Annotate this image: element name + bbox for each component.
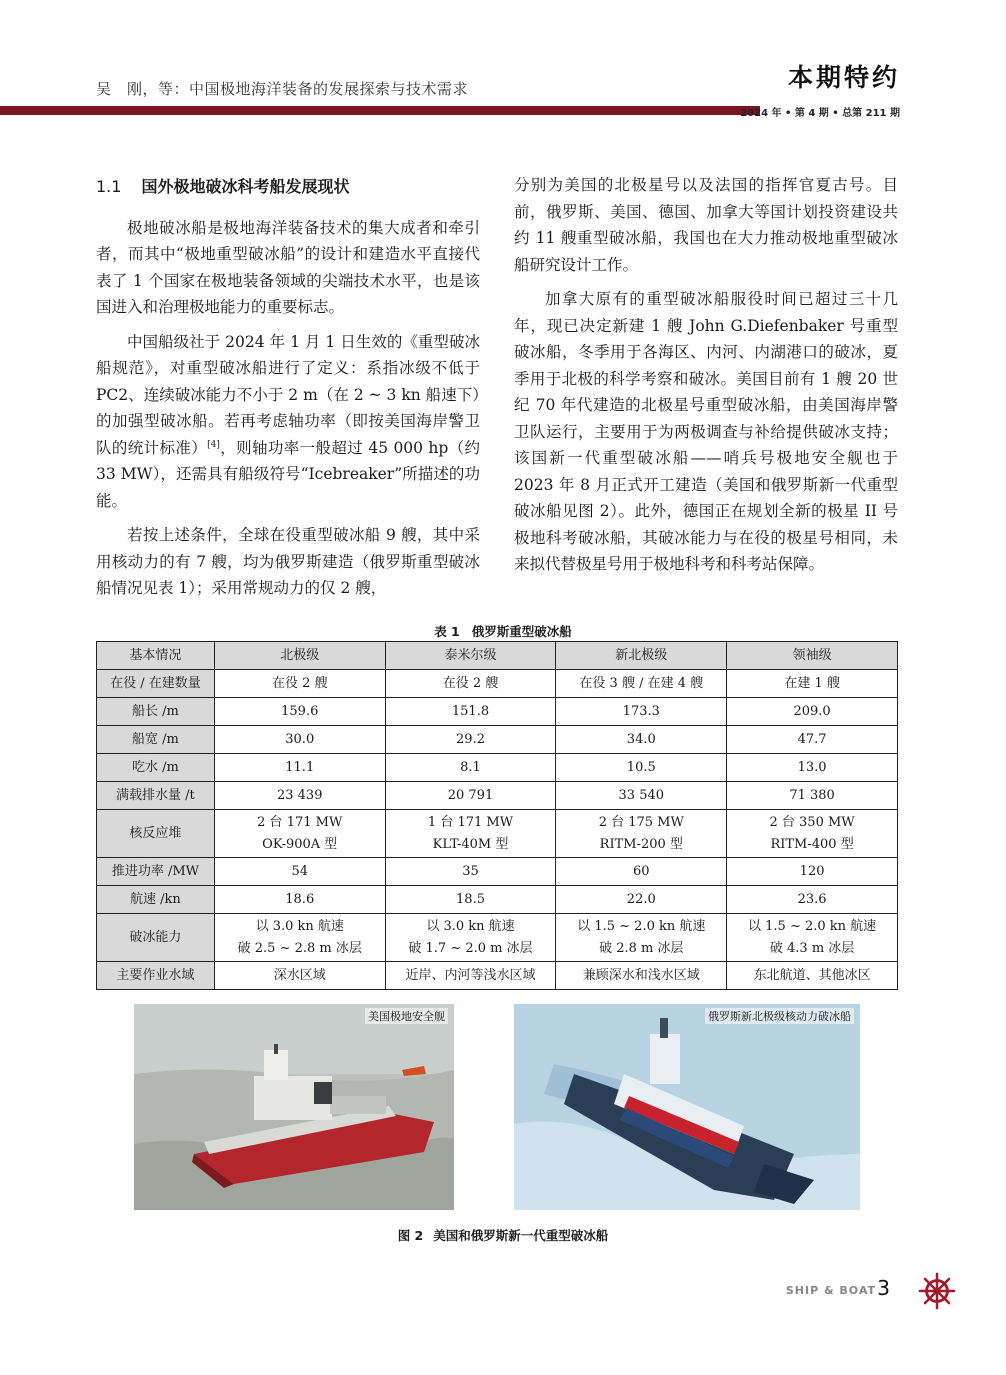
table-cell bbox=[727, 810, 898, 858]
table-cell bbox=[727, 962, 898, 990]
table-cell bbox=[727, 698, 898, 726]
table-cell bbox=[385, 754, 556, 782]
table-cell bbox=[214, 754, 385, 782]
table-row-header: 吃水 /m bbox=[97, 754, 215, 782]
table-cell-line: 209.0 bbox=[793, 703, 831, 719]
table-cell bbox=[214, 914, 385, 962]
table-header-cell: 泰米尔级 bbox=[385, 642, 556, 670]
table-cell-line: 35 bbox=[462, 863, 479, 879]
table-cell-line: 60 bbox=[633, 863, 650, 879]
table-cell bbox=[214, 782, 385, 810]
table-cell bbox=[556, 962, 727, 990]
table-cell-line: 2 台 350 MW bbox=[769, 814, 855, 830]
paragraph: 若按上述条件，全球在役重型破冰船 9 艘，其中采用核动力的有 7 艘，均为俄罗斯建造（俄罗斯重型破冰船情况见表 1）；采用常规动力的仅 2 艘， bbox=[96, 526, 480, 597]
table-cell bbox=[556, 914, 727, 962]
ship-wheel-icon bbox=[918, 1272, 956, 1310]
table-title: 俄罗斯重型破冰船 bbox=[471, 624, 572, 639]
table-cell bbox=[385, 698, 556, 726]
photo-label: 俄罗斯新北极级核动力破冰船 bbox=[705, 1008, 854, 1024]
paragraph-text: 中国船级社于 2024 年 1 月 1 日生效的《重型破冰船规范》，对重型破冰船进行了定义：系指冰级不低于 PC2、连续破冰能力不小于 2 m（在 2 ~ 3 kn 船速下）的加强型破冰船。若再考虑轴功率（即按美国海岸警卫队的统计标准） bbox=[96, 332, 480, 457]
table-cell bbox=[556, 782, 727, 810]
table-row-header: 船宽 /m bbox=[97, 726, 215, 754]
figure-label: 图 2 bbox=[397, 1228, 424, 1243]
table-cell-line: 近岸、内河等浅水区域 bbox=[405, 967, 536, 983]
table-cell bbox=[214, 858, 385, 886]
table-cell bbox=[385, 962, 556, 990]
table-row bbox=[97, 754, 898, 782]
magazine-name: SHIP & BOAT bbox=[785, 1284, 876, 1297]
table-row bbox=[97, 698, 898, 726]
section-number: 1.1 bbox=[96, 177, 122, 196]
table-cell bbox=[385, 670, 556, 698]
table-cell bbox=[727, 886, 898, 914]
table-cell bbox=[385, 914, 556, 962]
table-cell-line: 23 439 bbox=[276, 787, 323, 803]
figure-title: 美国和俄罗斯新一代重型破冰船 bbox=[433, 1228, 609, 1243]
table-cell-line: 10.5 bbox=[626, 759, 656, 775]
table-cell-line: 在役 2 艘 bbox=[271, 675, 328, 691]
table-cell-line: 173.3 bbox=[622, 703, 660, 719]
header-rule bbox=[0, 106, 760, 115]
table-cell-line: OK-900A 型 bbox=[262, 836, 338, 852]
paragraph: 分别为美国的北极星号以及法国的指挥官夏古号。目前，俄罗斯、美国、德国、加拿大等国计划投资建设共约 11 艘重型破冰船，我国也在大力推动极地重型破冰船研究设计工作。 bbox=[514, 176, 898, 274]
paragraph-text: ，则轴功率一般超过 45 000 hp（约 33 MW），还需具有船级符号“Icebreaker”所描述的功能。 bbox=[96, 438, 480, 510]
table-cell bbox=[214, 886, 385, 914]
table-cell-line: 8.1 bbox=[460, 759, 481, 775]
table-cell-line: 11.1 bbox=[285, 759, 315, 775]
left-column bbox=[96, 172, 480, 610]
table-cell bbox=[385, 810, 556, 858]
table-cell-line: KLT-40M 型 bbox=[432, 836, 509, 852]
table-cell-line: 东北航道、其他冰区 bbox=[753, 967, 871, 983]
table-cell-line: 159.6 bbox=[281, 703, 319, 719]
table-cell bbox=[556, 886, 727, 914]
table-cell-line: 34.0 bbox=[626, 731, 656, 747]
table-row bbox=[97, 670, 898, 698]
table-row bbox=[97, 914, 898, 962]
table-cell bbox=[556, 754, 727, 782]
table-cell-line: 破 1.7 ~ 2.0 m 冰层 bbox=[408, 940, 533, 956]
right-column bbox=[514, 172, 898, 586]
table-header-cell: 北极级 bbox=[214, 642, 385, 670]
table-row bbox=[97, 810, 898, 858]
table-cell-line: 2 台 171 MW bbox=[257, 814, 343, 830]
table-cell bbox=[556, 698, 727, 726]
table-row bbox=[97, 858, 898, 886]
russian-arktika-icebreaker-photo bbox=[514, 1004, 860, 1210]
table-cell bbox=[385, 886, 556, 914]
section-badge: 本期特约 bbox=[787, 63, 900, 92]
table-cell-line: 以 3.0 kn 航速 bbox=[255, 918, 344, 934]
table-row-header: 破冰能力 bbox=[97, 914, 215, 962]
page-number: 3 bbox=[877, 1276, 890, 1300]
table-cell-line: 破 2.5 ~ 2.8 m 冰层 bbox=[237, 940, 362, 956]
table-cell bbox=[385, 858, 556, 886]
table-cell bbox=[556, 810, 727, 858]
table-cell-line: RITM-400 型 bbox=[770, 836, 854, 852]
table-header-cell: 基本情况 bbox=[97, 642, 215, 670]
table-row bbox=[97, 962, 898, 990]
table-cell bbox=[385, 726, 556, 754]
table-row-header: 核反应堆 bbox=[97, 810, 215, 858]
table-cell-line: 破 4.3 m 冰层 bbox=[769, 940, 855, 956]
table-cell bbox=[556, 858, 727, 886]
table-cell bbox=[727, 670, 898, 698]
table-cell-line: 33 540 bbox=[618, 787, 665, 803]
table-cell-line: 20 791 bbox=[447, 787, 494, 803]
table-cell bbox=[214, 726, 385, 754]
table-cell-line: 151.8 bbox=[451, 703, 490, 719]
paragraph bbox=[96, 329, 480, 515]
table-cell bbox=[214, 698, 385, 726]
table-cell-line: 深水区域 bbox=[273, 967, 326, 983]
table-header-cell: 新北极级 bbox=[556, 642, 727, 670]
table-header-row bbox=[97, 642, 898, 670]
citation-ref: [4] bbox=[207, 439, 220, 450]
table-cell bbox=[556, 670, 727, 698]
table-cell-line: 2 台 175 MW bbox=[598, 814, 684, 830]
figure-caption bbox=[0, 1226, 1006, 1244]
table-cell-line: 71 380 bbox=[789, 787, 835, 803]
table-cell-line: 29.2 bbox=[456, 731, 485, 747]
table-cell bbox=[727, 726, 898, 754]
table-caption bbox=[0, 622, 1006, 640]
running-header-authors: 吴 刚，等：中国极地海洋装备的发展探索与技术需求 bbox=[96, 80, 469, 98]
icebreaker-spec-table bbox=[96, 641, 898, 990]
table-header-cell: 领袖级 bbox=[727, 642, 898, 670]
table-cell-line: 在役 2 艘 bbox=[442, 675, 499, 691]
photo-label: 美国极地安全舰 bbox=[365, 1008, 448, 1024]
table-cell-line: 以 3.0 kn 航速 bbox=[426, 918, 515, 934]
table-cell bbox=[727, 914, 898, 962]
section-title: 国外极地破冰科考船发展现状 bbox=[141, 177, 350, 196]
table-cell bbox=[727, 858, 898, 886]
table-cell bbox=[727, 782, 898, 810]
table-row-header: 满载排水量 /t bbox=[97, 782, 215, 810]
table-cell bbox=[214, 962, 385, 990]
table-cell-line: 在建 1 艘 bbox=[784, 675, 840, 691]
table-row-header: 航速 /kn bbox=[97, 886, 215, 914]
table-row bbox=[97, 782, 898, 810]
russian-ship-illustration bbox=[514, 1004, 860, 1210]
table-row-header: 推进功率 /MW bbox=[97, 858, 215, 886]
table-cell-line: 120 bbox=[799, 863, 825, 879]
us-ship-illustration bbox=[134, 1004, 454, 1210]
table-cell bbox=[727, 754, 898, 782]
table-cell-line: 破 2.8 m 冰层 bbox=[599, 940, 684, 956]
table-cell-line: 30.0 bbox=[285, 731, 315, 747]
table-row bbox=[97, 726, 898, 754]
table-cell-line: 23.6 bbox=[797, 891, 827, 907]
table-row-header: 在役 / 在建数量 bbox=[97, 670, 215, 698]
table-cell-line: 以 1.5 ~ 2.0 kn 航速 bbox=[748, 918, 877, 934]
table-row-header: 主要作业水域 bbox=[97, 962, 215, 990]
table-cell-line: 18.6 bbox=[285, 891, 315, 907]
table-cell bbox=[214, 670, 385, 698]
section-heading bbox=[96, 174, 480, 201]
table-cell-line: 54 bbox=[291, 863, 309, 879]
table-cell-line: 47.7 bbox=[797, 731, 827, 747]
table-cell bbox=[385, 782, 556, 810]
table-cell bbox=[556, 726, 727, 754]
us-polar-security-cutter-photo bbox=[134, 1004, 454, 1210]
table-cell-line: 兼顾深水和浅水区域 bbox=[582, 967, 700, 983]
table-cell-line: RITM-200 型 bbox=[599, 836, 683, 852]
table-cell-line: 18.5 bbox=[456, 891, 485, 907]
paragraph: 加拿大原有的重型破冰船服役时间已超过三十几年，现已决定新建 1 艘 John G.Diefenbaker 号重型破冰船，冬季用于各海区、内河、内湖港口的破冰，夏季用于北极的科学考察和破冰。美国目前有 1 艘 20 世纪 70 年代建造的北极星号重型破冰船，由美国海岸警卫队运行，主要用于为两极调查与补给提供破冰支持；该国新一代重型破冰船——哨兵号极地安全舰也于 2023 年 8 月正式开工建造（美国和俄罗斯新一代重型破冰船见图 2）。此外，德国正在规划全新的极星 II 号极地科考破冰船，其破冰能力与在役的极星号相同，未来拟代替极星号用于极地科考和科考站保障。 bbox=[514, 290, 898, 573]
table-cell-line: 13.0 bbox=[797, 759, 827, 775]
issue-info: 2024 年 • 第 4 期 • 总第 211 期 bbox=[740, 108, 900, 119]
table-row bbox=[97, 886, 898, 914]
table-label: 表 1 bbox=[434, 624, 460, 639]
paragraph: 极地破冰船是极地海洋装备技术的集大成者和牵引者，而其中“极地重型破冰船”的设计和建造水平直接代表了 1 个国家在极地装备领域的尖端技术水平，也是该国进入和治理极地能力的重要标志。 bbox=[96, 218, 480, 316]
table-cell-line: 在役 3 艘 / 在建 4 艘 bbox=[579, 675, 704, 691]
table-row-header: 船长 /m bbox=[97, 698, 215, 726]
table-cell-line: 以 1.5 ~ 2.0 kn 航速 bbox=[577, 918, 706, 934]
table-cell-line: 22.0 bbox=[626, 891, 656, 907]
table-cell bbox=[214, 810, 385, 858]
table-cell-line: 1 台 171 MW bbox=[427, 814, 514, 830]
